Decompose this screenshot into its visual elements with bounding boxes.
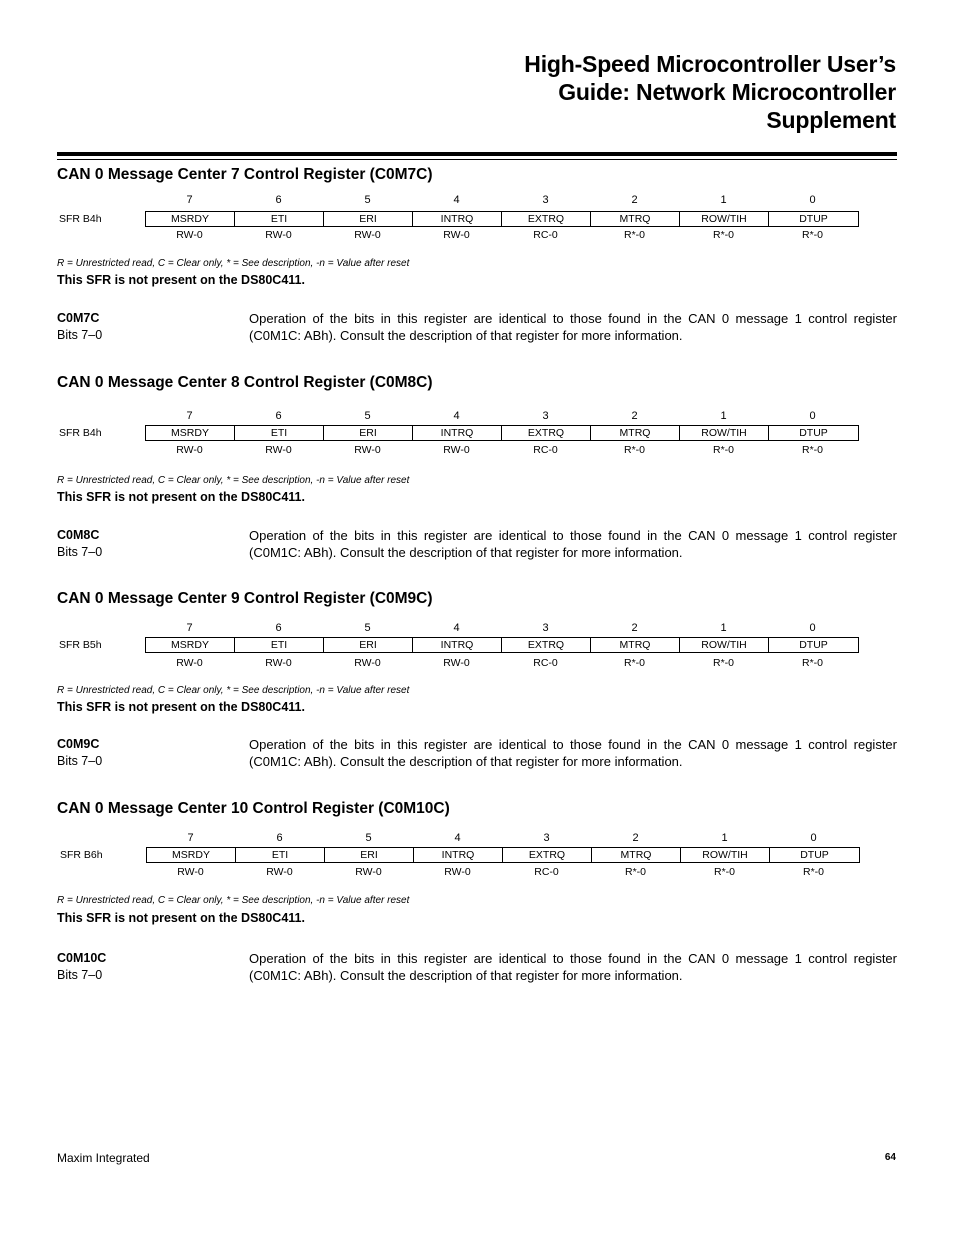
bit-number-row (146, 832, 858, 846)
register-description: Operation of the bits in this register are identical to those found in the CAN 0 message 1 control register (C0M1C: ABh). Consult the description of that register for more information. (249, 311, 897, 343)
register-section-c0m8c (57, 374, 897, 564)
bit-cell: EXTRQ (502, 638, 591, 652)
bit-number: 4 (453, 194, 460, 206)
bit-cell: ROW/TIH (680, 426, 769, 440)
bit-number: 3 (542, 622, 549, 634)
reset-value-row (145, 657, 857, 671)
register-bits: Bits 7–0 (57, 328, 103, 342)
bit-number: 7 (186, 410, 193, 422)
bit-number: 0 (809, 410, 816, 422)
bit-number: 6 (275, 622, 282, 634)
bit-number: 3 (542, 194, 549, 206)
availability-notice: This SFR is not present on the DS80C411. (57, 490, 305, 504)
reset-value: RC-0 (533, 657, 558, 669)
bit-number: 1 (720, 622, 727, 634)
bit-cell: INTRQ (413, 212, 502, 226)
bit-number: 7 (186, 622, 193, 634)
bit-cell: MSRDY (146, 638, 235, 652)
bit-number: 2 (631, 622, 638, 634)
bit-cell: ERI (324, 426, 413, 440)
bit-number: 1 (720, 194, 727, 206)
bit-number: 6 (275, 410, 282, 422)
reset-value: R*-0 (623, 229, 645, 241)
bit-number: 3 (543, 832, 550, 844)
register-name: C0M7C (57, 311, 100, 325)
bit-cell: ETI (235, 638, 324, 652)
bit-cell: ERI (324, 212, 413, 226)
bit-number: 2 (632, 832, 639, 844)
bit-number: 3 (542, 410, 549, 422)
register-bit-table (145, 211, 859, 227)
bit-number: 4 (454, 832, 461, 844)
register-bit-table (146, 847, 860, 863)
section-heading: CAN 0 Message Center 9 Control Register (C0M9C) (57, 590, 433, 607)
bit-cell: ROW/TIH (680, 212, 769, 226)
section-heading: CAN 0 Message Center 8 Control Register (C0M8C) (57, 374, 433, 391)
sfr-address: SFR B5h (59, 639, 102, 651)
bit-number: 5 (365, 832, 372, 844)
reset-value: R*-0 (801, 229, 823, 241)
reset-value: RC-0 (533, 444, 558, 456)
title-line-3: Supplement (766, 107, 896, 133)
bit-number: 4 (453, 622, 460, 634)
reset-value: R*-0 (623, 657, 645, 669)
reset-value: RW-0 (354, 229, 381, 241)
bit-number: 4 (453, 410, 460, 422)
bit-number-row (145, 194, 857, 208)
reset-value: R*-0 (802, 866, 824, 878)
bit-number: 5 (364, 410, 371, 422)
register-name: C0M9C (57, 737, 100, 751)
register-name: C0M8C (57, 528, 100, 542)
bit-cell: MSRDY (146, 212, 235, 226)
reset-value: RW-0 (354, 444, 381, 456)
register-bits: Bits 7–0 (57, 968, 103, 982)
register-legend: R = Unrestricted read, C = Clear only, * = See description, -n = Value after reset (57, 685, 410, 696)
register-section-c0m9c (57, 590, 897, 775)
register-bit-table (145, 637, 859, 653)
bit-number: 0 (809, 622, 816, 634)
bit-cell: DTUP (799, 213, 828, 225)
register-legend: R = Unrestricted read, C = Clear only, * = See description, -n = Value after reset (57, 475, 410, 486)
bit-cell: DTUP (800, 849, 829, 861)
availability-notice: This SFR is not present on the DS80C411. (57, 911, 305, 925)
reset-value: RW-0 (176, 444, 203, 456)
bit-cell: MTRQ (591, 638, 680, 652)
bit-cell: INTRQ (413, 638, 502, 652)
register-bits: Bits 7–0 (57, 754, 103, 768)
bit-cell: MTRQ (592, 848, 681, 862)
reset-value: R*-0 (624, 866, 646, 878)
reset-value: R*-0 (712, 229, 734, 241)
bit-cell: ROW/TIH (680, 638, 769, 652)
availability-notice: This SFR is not present on the DS80C411. (57, 273, 305, 287)
reset-value-row (146, 866, 858, 880)
header-rule-thick (57, 152, 897, 156)
reset-value: RW-0 (355, 866, 382, 878)
bit-cell: EXTRQ (502, 212, 591, 226)
bit-cell: EXTRQ (503, 848, 592, 862)
reset-value-row (145, 229, 857, 243)
bit-cell: ETI (236, 848, 325, 862)
reset-value: R*-0 (712, 657, 734, 669)
reset-value: RW-0 (176, 229, 203, 241)
bit-number: 5 (364, 194, 371, 206)
register-name: C0M10C (57, 951, 107, 965)
reset-value: RW-0 (265, 229, 292, 241)
bit-number: 0 (810, 832, 817, 844)
reset-value: RW-0 (177, 866, 204, 878)
reset-value: R*-0 (712, 444, 734, 456)
reset-value: R*-0 (801, 657, 823, 669)
footer-page-number: 64 (884, 1152, 896, 1163)
reset-value-row (145, 444, 857, 458)
bit-number: 6 (275, 194, 282, 206)
bit-number: 0 (809, 194, 816, 206)
reset-value: RW-0 (265, 657, 292, 669)
bit-number: 7 (187, 832, 194, 844)
bit-cell: MTRQ (591, 426, 680, 440)
bit-number: 7 (186, 194, 193, 206)
bit-cell: ROW/TIH (681, 848, 770, 862)
reset-value: R*-0 (713, 866, 735, 878)
register-legend: R = Unrestricted read, C = Clear only, * = See description, -n = Value after reset (57, 895, 410, 906)
bit-cell: ERI (324, 638, 413, 652)
bit-number-row (145, 410, 857, 424)
bit-cell: ETI (235, 212, 324, 226)
register-description: Operation of the bits in this register are identical to those found in the CAN 0 message 1 control register (C0M1C: ABh). Consult the description of that register for more information. (249, 528, 897, 560)
section-heading: CAN 0 Message Center 7 Control Register (C0M7C) (57, 166, 433, 183)
bit-cell: INTRQ (414, 848, 503, 862)
reset-value: RW-0 (176, 657, 203, 669)
register-section-c0m7c (57, 166, 897, 346)
sfr-address: SFR B6h (60, 849, 103, 861)
bit-cell: ETI (235, 426, 324, 440)
register-bit-table (145, 425, 859, 441)
bit-cell: MSRDY (146, 426, 235, 440)
reset-value: RW-0 (443, 657, 470, 669)
register-description: Operation of the bits in this register are identical to those found in the CAN 0 message 1 control register (C0M1C: ABh). Consult the description of that register for more information. (249, 951, 897, 983)
bit-number: 2 (631, 410, 638, 422)
register-bits: Bits 7–0 (57, 545, 103, 559)
reset-value: RC-0 (533, 229, 558, 241)
reset-value: RW-0 (444, 866, 471, 878)
availability-notice: This SFR is not present on the DS80C411. (57, 700, 305, 714)
bit-cell: MSRDY (147, 848, 236, 862)
register-section-c0m10c (57, 800, 897, 990)
bit-number: 1 (720, 410, 727, 422)
reset-value: R*-0 (801, 444, 823, 456)
bit-cell: INTRQ (413, 426, 502, 440)
title-line-1: High-Speed Microcontroller User’s (524, 51, 896, 77)
bit-cell: ERI (325, 848, 414, 862)
reset-value: R*-0 (623, 444, 645, 456)
header-rule-thin (57, 159, 897, 160)
footer-company: Maxim Integrated (57, 1151, 150, 1165)
bit-cell: DTUP (799, 639, 828, 651)
page-title (376, 50, 896, 134)
bit-cell: EXTRQ (502, 426, 591, 440)
title-line-2: Guide: Network Microcontroller (558, 79, 896, 105)
section-heading: CAN 0 Message Center 10 Control Register (C0M10C) (57, 800, 450, 817)
register-legend: R = Unrestricted read, C = Clear only, * = See description, -n = Value after reset (57, 258, 410, 269)
bit-number: 1 (721, 832, 728, 844)
reset-value: RW-0 (265, 444, 292, 456)
bit-number-row (145, 622, 857, 636)
bit-number: 2 (631, 194, 638, 206)
reset-value: RW-0 (266, 866, 293, 878)
reset-value: RW-0 (443, 229, 470, 241)
register-description: Operation of the bits in this register are identical to those found in the CAN 0 message 1 control register (C0M1C: ABh). Consult the description of that register for more information. (249, 737, 897, 769)
reset-value: RW-0 (443, 444, 470, 456)
bit-number: 6 (276, 832, 283, 844)
bit-cell: MTRQ (591, 212, 680, 226)
sfr-address: SFR B4h (59, 213, 102, 225)
reset-value: RC-0 (534, 866, 559, 878)
bit-number: 5 (364, 622, 371, 634)
bit-cell: DTUP (799, 427, 828, 439)
sfr-address: SFR B4h (59, 427, 102, 439)
reset-value: RW-0 (354, 657, 381, 669)
